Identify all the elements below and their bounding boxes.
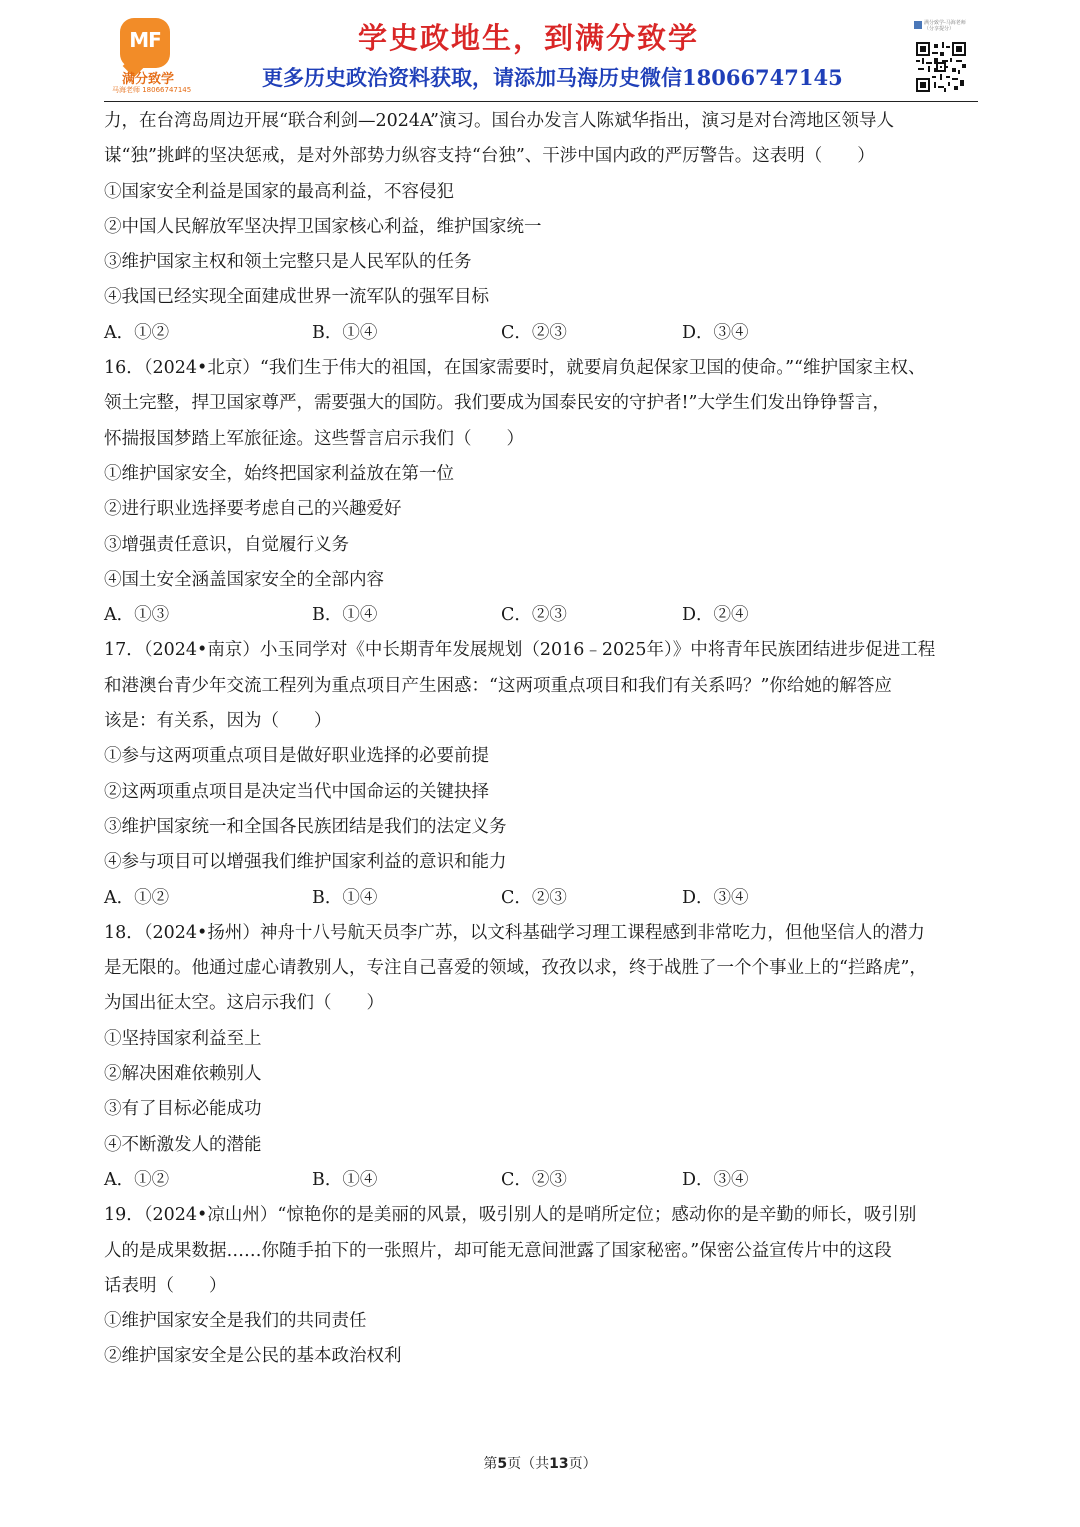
logo-mark: MF <box>129 28 161 52</box>
statement-item: ①坚持国家利益至上 <box>104 1028 262 1049</box>
header-contact: 更多历史政治资料获取，请添加马海历史微信18066747145 <box>262 65 843 90</box>
statement-item: ②进行职业选择要考虑自己的兴趣爱好 <box>104 499 402 520</box>
statement-item: ②这两项重点项目是决定当代中国命运的关键抉择 <box>104 781 489 802</box>
header-slogan: 学史政地生，到满分致学 <box>358 21 700 55</box>
statement-item: ①国家安全利益是国家的最高利益，不容侵犯 <box>104 181 454 202</box>
option-d: D．③④ <box>682 322 749 343</box>
page-header <box>0 0 1080 104</box>
option-d: D．③④ <box>682 887 749 908</box>
qr-code-block <box>914 20 970 96</box>
option-b: B．①④ <box>312 605 378 626</box>
brand-logo <box>112 18 192 94</box>
answer-options <box>104 316 978 351</box>
question-stem-line: 领土完整，捍卫国家尊严，需要强大的国防。我们要成为国泰民安的守护者!”大学生们发出铮铮誓言， <box>104 393 890 414</box>
statement-item: ①参与这两项重点项目是做好职业选择的必要前提 <box>104 746 489 767</box>
footer-suffix: 页） <box>568 1456 597 1472</box>
statement-item: ③维护国家统一和全国各民族团结是我们的法定义务 <box>104 816 507 837</box>
statement-item: ②维护国家安全是公民的基本政治权利 <box>104 1346 402 1367</box>
question-stem-line: 力，在台湾岛周边开展“联合利剑—2024A”演习。国台办发言人陈斌华指出，演习是对台湾地区领导人 <box>104 111 894 131</box>
answer-options <box>104 1163 978 1198</box>
footer-page-total: 13 <box>549 1456 569 1472</box>
statement-item: ④我国已经实现全面建成世界一流军队的强军目标 <box>104 287 489 308</box>
question-stem-line: 谋“独”挑衅的坚决惩戒，是对外部势力纵容支持“台独”、干涉中国内政的严厉警告。这表明（ ） <box>104 146 875 167</box>
statement-item: ③有了目标必能成功 <box>104 1099 262 1120</box>
question-stem-line: 和港澳台青少年交流工程列为重点项目产生困惑：“这两项重点项目和我们有关系吗？”你给她的解答应 <box>104 675 892 696</box>
option-d: D．②④ <box>682 605 749 626</box>
answer-options <box>104 598 978 633</box>
question-18 <box>104 916 978 1198</box>
question-stem-line: 该是：有关系，因为（ ） <box>104 711 332 732</box>
question-16 <box>104 351 978 633</box>
option-c: C．②③ <box>501 605 567 626</box>
option-d: D．③④ <box>682 1169 749 1190</box>
option-a: A．①② <box>104 1169 170 1190</box>
statement-item: ③维护国家主权和领土完整只是人民军队的任务 <box>104 252 472 273</box>
question-stem-line: 19．（2024•凉山州）“惊艳你的是美丽的风景，吸引别人的是哨所定位；感动你的是辛勤的师长，吸引别 <box>104 1205 917 1226</box>
question-stem-line: 17．（2024•南京）小玉同学对《中长期青年发展规划（2016﹣2025年）》中将青年民族团结进步促进工程 <box>104 640 936 661</box>
statement-item: ①维护国家安全，始终把国家利益放在第一位 <box>104 463 454 484</box>
footer-page-number: 5 <box>497 1456 508 1472</box>
statement-item: ④国土安全涵盖国家安全的全部内容 <box>104 569 384 590</box>
page-footer <box>0 1453 1080 1473</box>
option-c: C．②③ <box>501 322 567 343</box>
question-stem-line: 人的是成果数据……你随手拍下的一张照片，却可能无意间泄露了国家秘密。”保密公益宣传片中的这段 <box>104 1240 892 1261</box>
question-list <box>104 104 978 1375</box>
statement-item: ②中国人民解放军坚决捍卫国家核心利益，维护国家统一 <box>104 216 542 237</box>
question-stem-line: 16．（2024•北京）“我们生于伟大的祖国，在国家需要时，就要肩负起保家卫国的使命。”“维护国家主权、 <box>104 358 926 379</box>
option-a: A．①② <box>104 322 170 343</box>
question-15 <box>104 104 978 351</box>
statement-item: ④不断激发人的潜能 <box>104 1134 262 1155</box>
answer-options <box>104 881 978 916</box>
question-stem-line: 是无限的。他通过虚心请教别人，专注自己喜爱的领域，孜孜以求，终于战胜了一个个事业上的“拦路虎”， <box>104 958 927 979</box>
statement-item: ②解决困难依赖别人 <box>104 1064 262 1085</box>
logo-name: 满分致学 <box>121 72 174 87</box>
option-a: A．①③ <box>104 605 170 626</box>
question-stem-line: 话表明（ ） <box>104 1275 227 1296</box>
footer-middle: 页（共 <box>507 1456 550 1472</box>
logo-subtitle: 马海老师 18066747145 <box>112 86 192 94</box>
qr-code-icon <box>916 42 966 92</box>
option-b: B．①④ <box>312 1169 378 1190</box>
statement-item: ③增强责任意识，自觉履行义务 <box>104 534 349 555</box>
question-stem-line: 怀揣报国梦踏上军旅征途。这些誓言启示我们（ ） <box>104 428 524 449</box>
question-17 <box>104 633 978 915</box>
statement-item: ④参与项目可以增强我们维护国家利益的意识和能力 <box>104 852 507 873</box>
option-a: A．①② <box>104 887 170 908</box>
option-c: C．②③ <box>501 887 567 908</box>
header-divider <box>104 101 978 102</box>
option-b: B．①④ <box>312 887 378 908</box>
question-19 <box>104 1198 978 1374</box>
statement-item: ①维护国家安全是我们的共同责任 <box>104 1311 367 1332</box>
qr-caption: 满分致学-马海老师（分享提分） <box>924 20 966 32</box>
option-b: B．①④ <box>312 322 378 343</box>
question-stem-line: 18．（2024•扬州）神舟十八号航天员李广苏，以文科基础学习理工课程感到非常吃力，但他坚信人的潜力 <box>104 922 925 943</box>
option-c: C．②③ <box>501 1169 567 1190</box>
footer-prefix: 第 <box>483 1456 498 1472</box>
question-stem-line: 为国出征太空。这启示我们（ ） <box>104 993 384 1014</box>
